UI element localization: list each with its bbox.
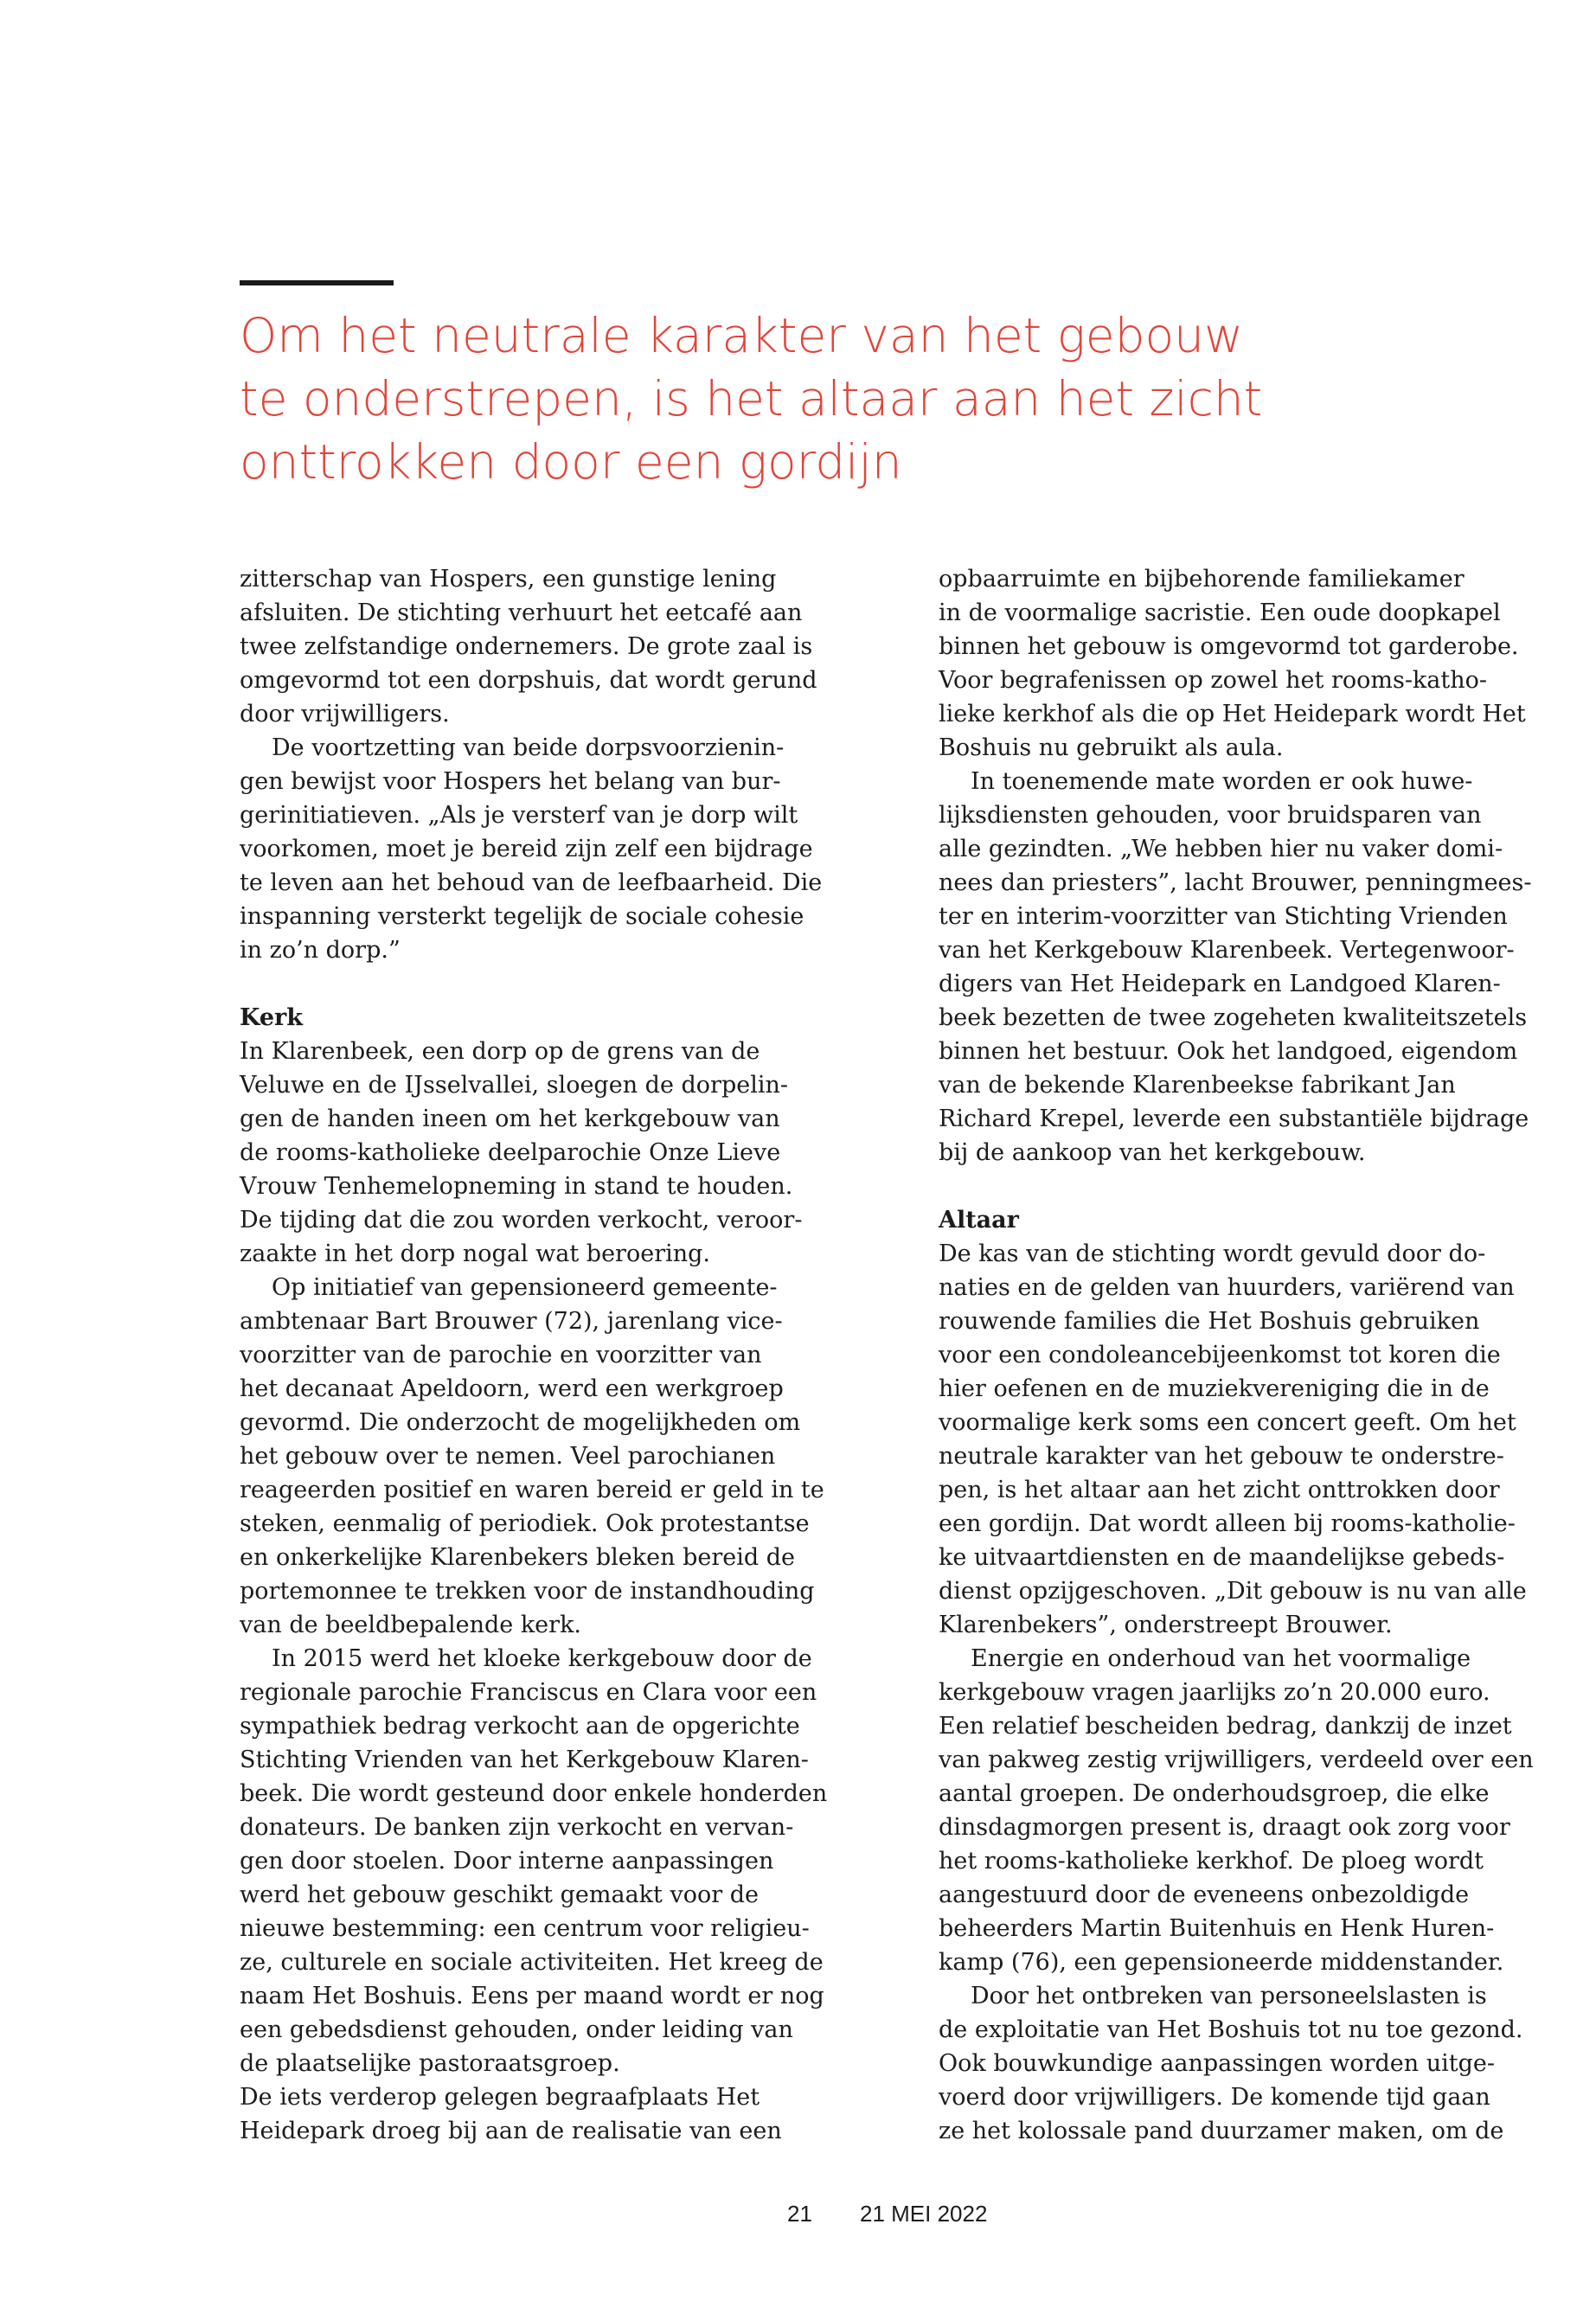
- text-line: werd het gebouw geschikt gemaakt voor de: [240, 1881, 759, 1908]
- pullquote-line: te onderstrepen, is het altaar aan het zicht: [240, 371, 1263, 426]
- text-line: dinsdagmorgen present is, draagt ook zorg voor: [939, 1814, 1510, 1841]
- text-line: Energie en onderhoud van het voormalige: [971, 1645, 1471, 1672]
- text-line: van pakweg zestig vrijwilligers, verdeeld over een: [939, 1747, 1534, 1773]
- text-line: digers van Het Heidepark en Landgoed Klaren-: [939, 971, 1501, 997]
- text-line: In 2015 werd het kloeke kerkgebouw door de: [272, 1645, 812, 1672]
- text-line: het gebouw over te nemen. Veel parochianen: [240, 1443, 776, 1470]
- text-line: Vrouw Tenhemelopneming in stand te houden.: [240, 1173, 793, 1200]
- text-line: beek bezetten de twee zogeheten kwaliteitszetels: [939, 1004, 1528, 1031]
- text-line: voorzitter van de parochie en voorzitter van: [240, 1342, 762, 1368]
- text-line: bij de aankoop van het kerkgebouw.: [939, 1139, 1366, 1166]
- text-line: en onkerkelijke Klarenbekers bleken bereid de: [240, 1544, 795, 1571]
- text-line: gerinitiatieven. „Als je versterf van je dorp wilt: [240, 802, 798, 829]
- left-column: [240, 562, 828, 2148]
- text-line: gen door stoelen. Door interne aanpassingen: [240, 1848, 774, 1875]
- text-line: naties en de gelden van huurders, variërend van: [939, 1274, 1515, 1301]
- text-line: opbaarruimte en bijbehorende familiekamer: [939, 566, 1465, 593]
- text-line: kerkgebouw vragen jaarlijks zo’n 20.000 euro.: [939, 1679, 1490, 1706]
- text-line: aangestuurd door de eveneens onbezoldigde: [939, 1881, 1470, 1908]
- text-line: De iets verderop gelegen begraafplaats Het: [240, 2084, 760, 2111]
- paragraph: [939, 1979, 1523, 2148]
- text-line: aantal groepen. De onderhoudsgroep, die elke: [939, 1780, 1490, 1807]
- text-line: beheerders Martin Buitenhuis en Henk Huren-: [939, 1915, 1495, 1942]
- issue-date: 21 MEI 2022: [860, 2201, 988, 2227]
- text-line: Een relatief bescheiden bedrag, dankzij de inzet: [939, 1713, 1512, 1740]
- text-line: nieuwe bestemming: een centrum voor religieu-: [240, 1915, 810, 1942]
- text-line: Boshuis nu gebruikt als aula.: [939, 734, 1284, 761]
- pullquote-line: onttrokken door een gordijn: [240, 434, 902, 490]
- text-line: alle gezindten. „We hebben hier nu vaker domi-: [939, 836, 1503, 862]
- text-line: in zo’n dorp.”: [240, 937, 401, 964]
- text-line: binnen het gebouw is omgevormd tot garderobe.: [939, 633, 1519, 660]
- text-line: sympathiek bedrag verkocht aan de opgerichte: [240, 1713, 800, 1740]
- paragraph: [240, 1642, 828, 2080]
- text-line: ze, culturele en sociale activiteiten. Het kreeg de: [240, 1949, 824, 1976]
- paragraph: [240, 731, 823, 967]
- paragraph: [939, 765, 1532, 1170]
- text-line: van de bekende Klarenbeekse fabrikant Jan: [939, 1072, 1456, 1099]
- text-line: donateurs. De banken zijn verkocht en vervan-: [240, 1814, 794, 1841]
- text-line: in de voormalige sacristie. Een oude doopkapel: [939, 599, 1501, 626]
- text-line: de exploitatie van Het Boshuis tot nu toe gezond.: [939, 2016, 1523, 2043]
- text-line: Richard Krepel, leverde een substantiële bijdrage: [939, 1106, 1529, 1132]
- section-heading: Kerk: [240, 1004, 303, 1031]
- text-line: rouwende families die Het Boshuis gebruiken: [939, 1308, 1480, 1335]
- text-line: kamp (76), een gepensioneerde middenstander.: [939, 1949, 1504, 1976]
- text-line: van de beeldbepalende kerk.: [240, 1612, 582, 1638]
- text-line: pen, is het altaar aan het zicht onttrokken door: [939, 1477, 1500, 1503]
- text-line: In toenemende mate worden er ook huwe-: [971, 768, 1473, 795]
- text-line: voormalige kerk soms een concert geeft. Om het: [939, 1409, 1516, 1436]
- text-line: gen de handen ineen om het kerkgebouw van: [240, 1106, 780, 1132]
- text-line: regionale parochie Franciscus en Clara voor een: [240, 1679, 817, 1706]
- text-line: voor een condoleancebijeenkomst tot koren die: [939, 1342, 1501, 1368]
- text-line: de rooms-katholieke deelparochie Onze Lieve: [240, 1139, 781, 1166]
- pullquote: [240, 304, 1278, 494]
- text-line: neutrale karakter van het gebouw te onderstre-: [939, 1443, 1504, 1470]
- text-line: ke uitvaartdiensten en de maandelijkse gebeds-: [939, 1544, 1505, 1571]
- text-line: beek. Die wordt gesteund door enkele honderden: [240, 1780, 828, 1807]
- text-line: het rooms-katholieke kerkhof. De ploeg wordt: [939, 1848, 1484, 1875]
- text-line: dienst opzijgeschoven. „Dit gebouw is nu van alle: [939, 1578, 1527, 1605]
- paragraph: [240, 2080, 811, 2148]
- text-line: naam Het Boshuis. Eens per maand wordt er nog: [240, 1983, 824, 2009]
- text-line: afsluiten. De stichting verhuurt het eetcafé aan: [240, 599, 803, 626]
- text-line: De tijding dat die zou worden verkocht, veroor-: [240, 1207, 803, 1234]
- paragraph: [240, 1271, 824, 1642]
- text-line: ze het kolossale pand duurzamer maken, om de: [939, 2118, 1504, 2144]
- text-line: de plaatselijke pastoraatsgroep.: [240, 2050, 620, 2077]
- text-line: Voor begrafenissen op zowel het rooms-katho-: [939, 667, 1488, 694]
- spacer: [939, 1170, 1509, 1203]
- text-line: Door het ontbreken van personeelslasten is: [971, 1983, 1487, 2009]
- text-line: Stichting Vrienden van het Kerkgebouw Klaren-: [240, 1747, 809, 1773]
- pullquote-line: Om het neutrale karakter van het gebouw: [240, 308, 1243, 363]
- paragraph: [939, 1237, 1527, 1642]
- text-line: twee zelfstandige ondernemers. De grote zaal is: [240, 633, 813, 660]
- text-line: binnen het bestuur. Ook het landgoed, eigendom: [939, 1038, 1518, 1065]
- text-line: te leven aan het behoud van de leefbaarheid. Die: [240, 869, 823, 896]
- text-line: het decanaat Apeldoorn, werd een werkgroep: [240, 1375, 784, 1402]
- text-line: De kas van de stichting wordt gevuld door do-: [939, 1240, 1486, 1267]
- text-line: een gebedsdienst gehouden, onder leiding van: [240, 2016, 793, 2043]
- text-line: inspanning versterkt tegelijk de sociale cohesie: [240, 903, 804, 930]
- text-line: portemonnee te trekken voor de instandhouding: [240, 1578, 815, 1605]
- text-line: lijksdiensten gehouden, voor bruidsparen van: [939, 802, 1482, 829]
- spacer: [240, 967, 811, 1001]
- text-line: Veluwe en de IJsselvallei, sloegen de dorpelin-: [240, 1072, 788, 1099]
- text-line: voorkomen, moet je bereid zijn zelf een bijdrage: [240, 836, 813, 862]
- pullquote-rule: [240, 280, 394, 285]
- text-line: ambtenaar Bart Brouwer (72), jarenlang vice-: [240, 1308, 783, 1335]
- text-line: zaakte in het dorp nogal wat beroering.: [240, 1240, 710, 1267]
- text-line: ter en interim-voorzitter van Stichting Vrienden: [939, 903, 1508, 930]
- right-column: [939, 562, 1534, 2148]
- text-line: In Klarenbeek, een dorp op de grens van de: [240, 1038, 760, 1065]
- text-line: Heidepark droeg bij aan de realisatie van een: [240, 2118, 782, 2144]
- text-line: lieke kerkhof als die op Het Heidepark wordt Het: [939, 701, 1526, 727]
- paragraph: [939, 562, 1526, 765]
- paragraph: [939, 1642, 1534, 1979]
- text-line: voerd door vrijwilligers. De komende tijd gaan: [939, 2084, 1490, 2111]
- text-line: nees dan priesters”, lacht Brouwer, penningmees-: [939, 869, 1532, 896]
- text-line: Klarenbekers”, onderstreept Brouwer.: [939, 1612, 1393, 1638]
- text-line: omgevormd tot een dorpshuis, dat wordt gerund: [240, 667, 817, 694]
- paragraph: [240, 1035, 811, 1271]
- text-line: zitterschap van Hospers, een gunstige lening: [240, 566, 777, 593]
- page-number: 21: [787, 2201, 812, 2227]
- text-line: een gordijn. Dat wordt alleen bij rooms-katholie-: [939, 1510, 1516, 1537]
- text-line: gen bewijst voor Hospers het belang van bur-: [240, 768, 781, 795]
- text-line: Ook bouwkundige aanpassingen worden uitge-: [939, 2050, 1495, 2077]
- text-line: steken, eenmalig of periodiek. Ook protestantse: [240, 1510, 810, 1537]
- paragraph: [240, 562, 817, 731]
- text-line: Op initiatief van gepensioneerd gemeente-: [272, 1274, 778, 1301]
- text-line: van het Kerkgebouw Klarenbeek. Vertegenwoor-: [939, 937, 1515, 964]
- section-heading: Altaar: [939, 1207, 1019, 1234]
- text-line: hier oefenen en de muziekvereniging die in de: [939, 1375, 1490, 1402]
- text-line: reageerden positief en waren bereid er geld in te: [240, 1477, 824, 1503]
- text-line: gevormd. Die onderzocht de mogelijkheden om: [240, 1409, 801, 1436]
- text-line: De voortzetting van beide dorpsvoorzienin-: [272, 734, 785, 761]
- text-line: door vrijwilligers.: [240, 701, 450, 727]
